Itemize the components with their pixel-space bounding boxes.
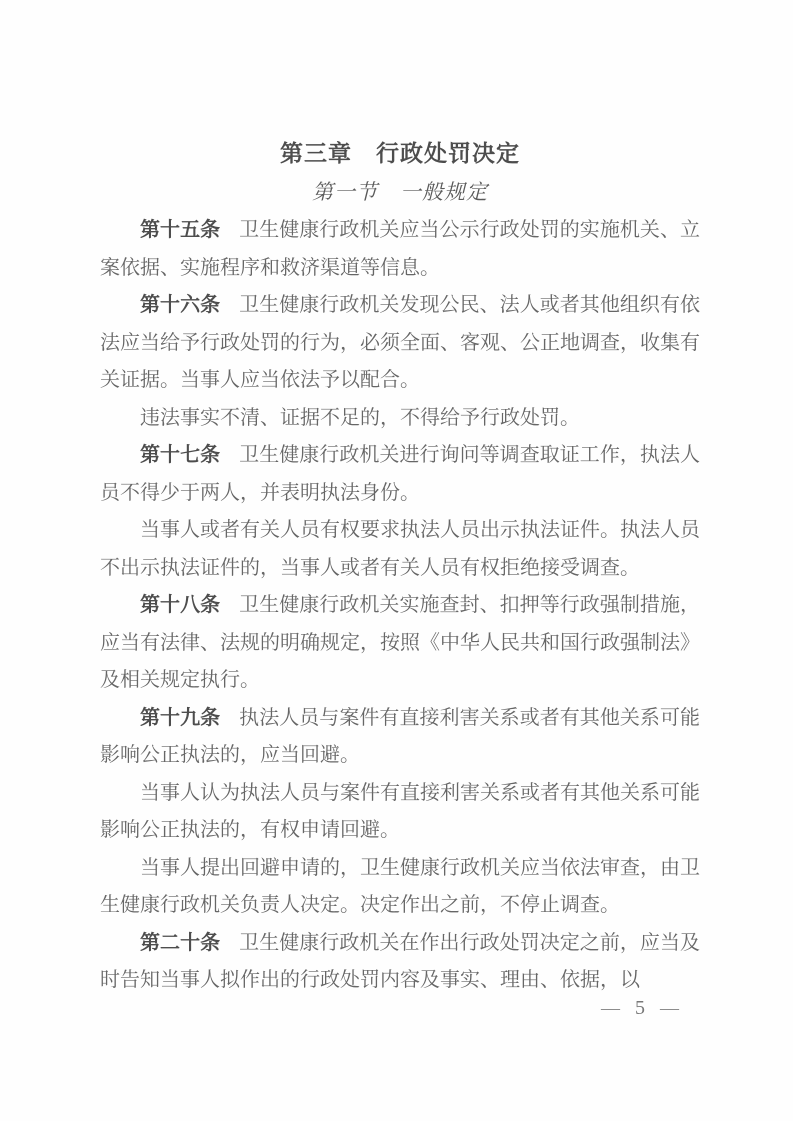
article-number: 第十九条	[140, 706, 221, 729]
page-number-value: 5	[635, 997, 645, 1019]
paragraph	[100, 437, 700, 512]
paragraph	[100, 212, 700, 287]
article-text: 当事人提出回避申请的，卫生健康行政机关应当依法审查，由卫生健康行政机关负责人决定。决定作出之前，不停止调查。	[100, 856, 700, 916]
article-text: 执法人员与案件有直接利害关系或者有其他关系可能影响公正执法的，应当回避。	[100, 706, 701, 766]
document-content	[100, 134, 700, 1000]
paragraph	[100, 512, 700, 587]
article-number: 第十八条	[140, 594, 221, 616]
paragraph	[100, 850, 700, 925]
article-number: 第十六条	[140, 294, 221, 316]
paragraph	[100, 400, 700, 438]
paragraph	[100, 587, 700, 700]
paragraph	[100, 700, 700, 775]
article-number: 第十七条	[140, 444, 221, 466]
paragraph	[100, 775, 700, 850]
article-text: 卫生健康行政机关在作出行政处罚决定之前，应当及时告知当事人拟作出的行政处罚内容及事实、理由、依据，以	[100, 931, 701, 991]
article-text: 卫生健康行政机关发现公民、法人或者其他组织有依法应当给予行政处罚的行为，必须全面、客观、公正地调查，收集有关证据。当事人应当依法予以配合。	[100, 294, 701, 391]
article-number: 第十五条	[140, 219, 221, 241]
page-number-dash-right: —	[660, 997, 679, 1019]
section-heading: 第一节 一般规定	[312, 180, 488, 204]
article-text: 卫生健康行政机关实施查封、扣押等行政强制措施，应当有法律、法规的明确规定，按照《中华人民共和国行政强制法》及相关规定执行。	[100, 594, 701, 691]
paragraph	[100, 287, 700, 400]
page-number	[601, 997, 679, 1020]
chapter-heading: 第三章 行政处罚决定	[280, 140, 520, 166]
article-paragraphs	[100, 212, 700, 1000]
article-text: 当事人或者有关人员有权要求执法人员出示执法证件。执法人员不出示执法证件的，当事人或者有关人员有权拒绝接受调查。	[100, 519, 700, 579]
article-text: 卫生健康行政机关进行询问等调查取证工作，执法人员不得少于两人，并表明执法身份。	[100, 444, 701, 504]
article-text: 当事人认为执法人员与案件有直接利害关系或者有其他关系可能影响公正执法的，有权申请回避。	[100, 781, 700, 841]
paragraph	[100, 925, 700, 1000]
article-number: 第二十条	[140, 931, 221, 954]
article-text: 卫生健康行政机关应当公示行政处罚的实施机关、立案依据、实施程序和救济渠道等信息。	[100, 219, 701, 279]
article-text: 违法事实不清、证据不足的，不得给予行政处罚。	[140, 406, 580, 429]
page-number-dash-left: —	[601, 997, 620, 1019]
